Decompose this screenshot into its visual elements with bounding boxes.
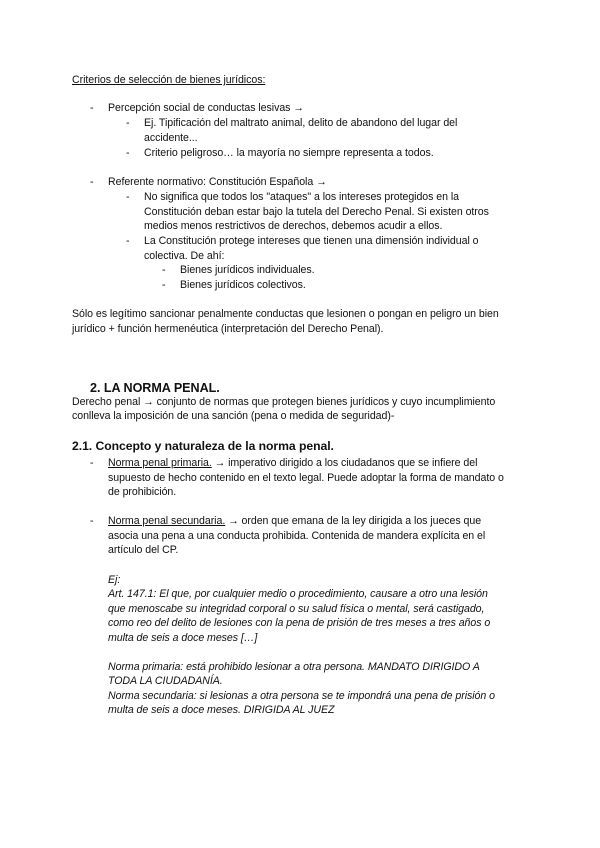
section-2-intro-line: conlleva la imposición de una sanción (pena o medida de seguridad)- bbox=[72, 410, 395, 422]
conclusion-line: jurídico + función hermenéutica (interpretación del Derecho Penal). bbox=[72, 323, 384, 335]
bullet-dash: - bbox=[90, 176, 94, 188]
sub-bullet-line: medios menos restrictivos de derechos, debemos acudir a ellos. bbox=[144, 220, 443, 232]
norma-secundaria-line: artículo del CP. bbox=[108, 544, 179, 556]
sub-bullet-line: Ej. Tipificación del maltrato animal, delito de abandono del lugar del bbox=[144, 117, 458, 129]
criterios-heading: Criterios de selección de bienes jurídicos: bbox=[72, 74, 266, 86]
section-2-heading: 2. LA NORMA PENAL. bbox=[90, 381, 220, 395]
bullet-dash: - bbox=[90, 515, 94, 527]
bullet-percepcion: Percepción social de conductas lesivas → bbox=[108, 102, 304, 114]
section-2-1-heading: 2.1. Concepto y naturaleza de la norma penal. bbox=[72, 439, 334, 453]
sub-sub-bullet-line: Bienes jurídicos individuales. bbox=[180, 264, 315, 276]
norma-secundaria-first-line bbox=[108, 515, 481, 528]
sub-bullet-dash: - bbox=[126, 191, 130, 203]
sub-sub-bullet-dash: - bbox=[162, 279, 166, 291]
section-2-intro-line: Derecho penal → conjunto de normas que protegen bienes jurídicos y cuyo incumplimiento bbox=[72, 396, 496, 408]
bullet-dash: - bbox=[90, 102, 94, 114]
sub-bullet-dash: - bbox=[126, 147, 130, 159]
conclusion-line: Sólo es legítimo sancionar penalmente conductas que lesionen o pongan en peligro un bien bbox=[72, 308, 499, 320]
bullet-dash: - bbox=[90, 457, 94, 469]
norma-secundaria-line: asocia una pena a una conducta prohibida. Contenida de mandera explícita en el bbox=[108, 530, 486, 542]
norma-primaria-term: Norma penal primaria. bbox=[108, 457, 212, 469]
bullet-referente: Referente normativo: Constitución Española → bbox=[108, 176, 327, 188]
example-article-line: Art. 147.1: El que, por cualquier medio o procedimiento, causare a otro una lesión bbox=[108, 588, 488, 600]
sub-bullet-line: No significa que todos los "ataques" a los intereses protegidos en la bbox=[144, 191, 460, 203]
example-article-line: como reo del delito de lesiones con la pena de prisión de tres meses a tres años o bbox=[108, 617, 491, 629]
example-norm-line: Norma secundaria: si lesionas a otra persona se te impondrá una pena de prisión o bbox=[108, 690, 495, 702]
norma-primaria-line: de prohibición. bbox=[108, 486, 177, 498]
sub-bullet-line: colectiva. De ahí: bbox=[144, 250, 225, 262]
sub-bullet-line: La Constitución protege intereses que tienen una dimensión individual o bbox=[144, 235, 479, 247]
example-article-line: que menoscabe su integridad corporal o su salud física o mental, será castigado, bbox=[108, 603, 485, 615]
example-norm-line: TODA LA CIUDADANÍA. bbox=[108, 675, 223, 687]
example-norm-line: Norma primaria: está prohibido lesionar a otra persona. MANDATO DIRIGIDO A bbox=[108, 661, 480, 673]
sub-bullet-line: Criterio peligroso… la mayoría no siempre representa a todos. bbox=[144, 147, 434, 159]
norma-primaria-line: supuesto de hecho contenido en el texto legal. Puede adoptar la forma de mandato o bbox=[108, 472, 504, 484]
norma-primaria-definition: → imperativo dirigido a los ciudadanos que se infiere del bbox=[211, 457, 478, 469]
example-label: Ej: bbox=[108, 574, 121, 586]
sub-sub-bullet-line: Bienes jurídicos colectivos. bbox=[180, 279, 306, 291]
example-norm-line: multa de seis a doce meses. DIRIGIDA AL JUEZ bbox=[108, 704, 335, 716]
sub-bullet-dash: - bbox=[126, 117, 130, 129]
norma-secundaria-definition: → orden que emana de la ley dirigida a los jueces que bbox=[225, 515, 482, 527]
norma-primaria-first-line bbox=[108, 457, 477, 470]
sub-bullet-dash: - bbox=[126, 235, 130, 247]
sub-bullet-line: accidente... bbox=[144, 132, 198, 144]
sub-bullet-line: Constitución deban estar bajo la tutela del Derecho Penal. Si existen otros bbox=[144, 206, 489, 218]
sub-sub-bullet-dash: - bbox=[162, 264, 166, 276]
example-article-line: multa de seis a doce meses […] bbox=[108, 632, 258, 644]
norma-secundaria-term: Norma penal secundaria. bbox=[108, 515, 226, 527]
